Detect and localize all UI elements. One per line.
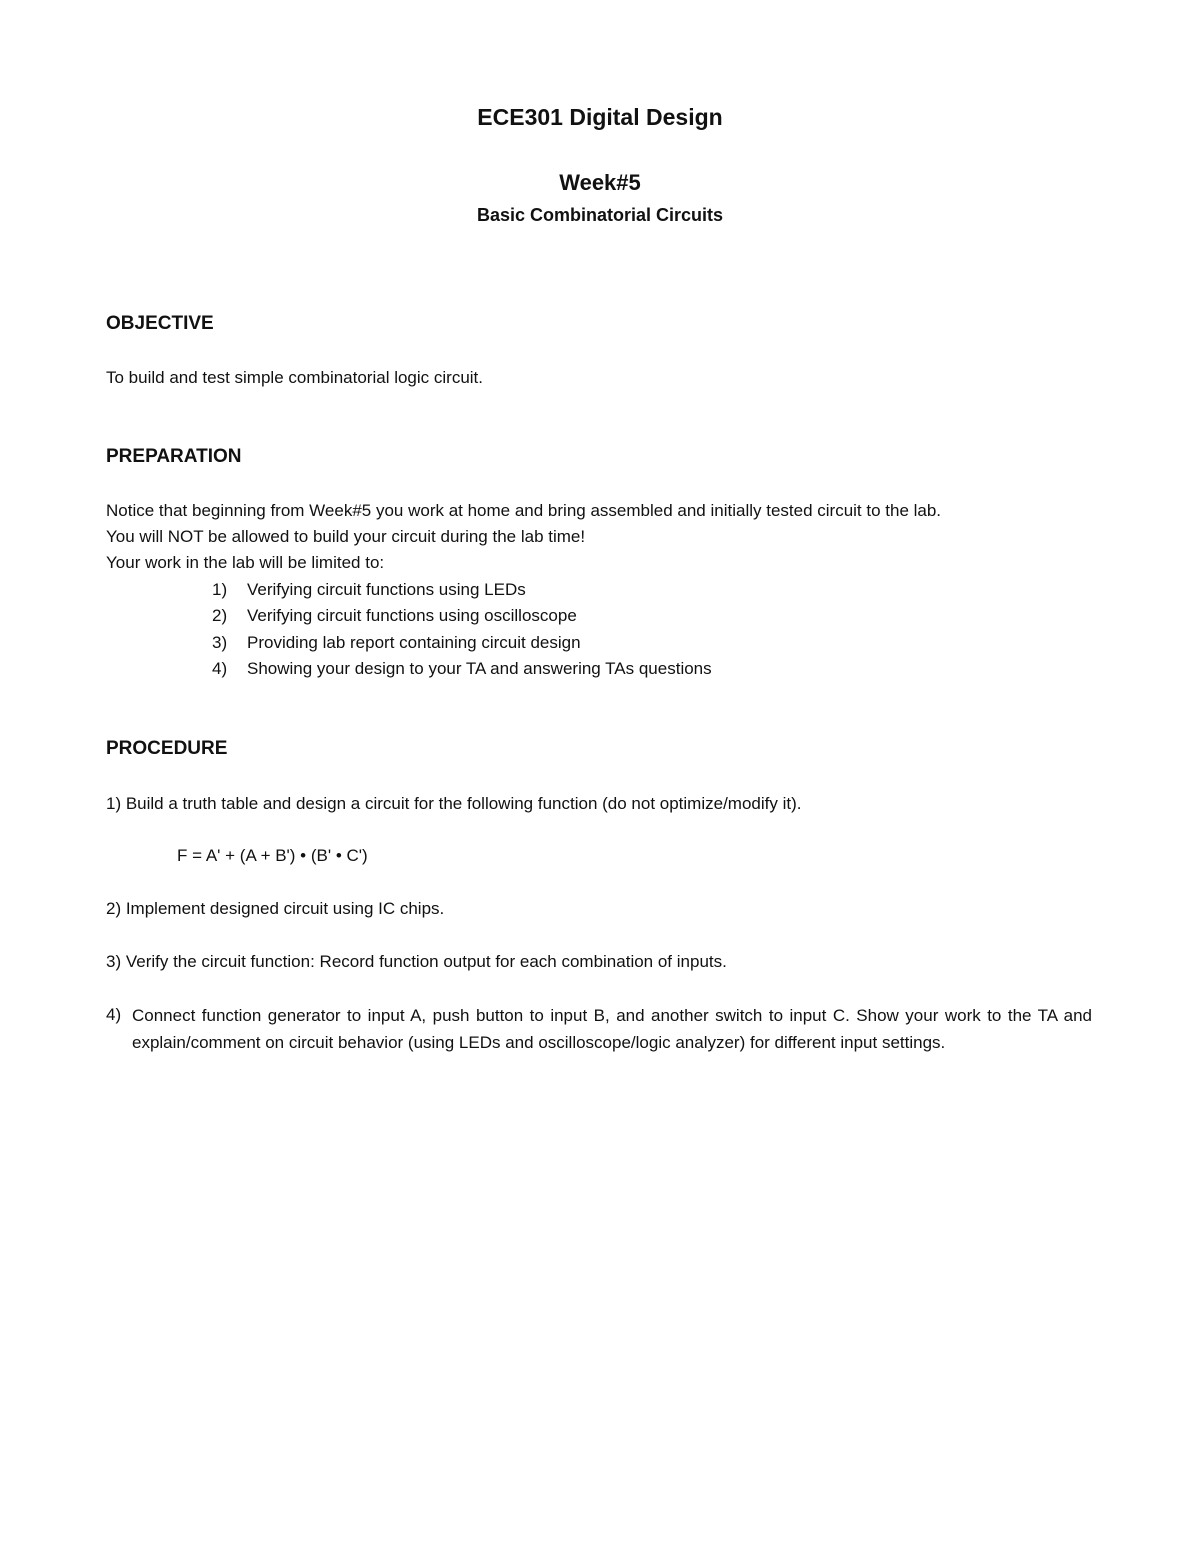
preparation-heading: PREPARATION: [106, 446, 242, 467]
preparation-line-2: You will NOT be allowed to build your circuit during the lab time!: [106, 527, 586, 546]
boolean-formula: F = A' + (A + B') • (B' • C'): [177, 846, 368, 865]
objective-heading: OBJECTIVE: [106, 313, 214, 334]
document-title: ECE301 Digital Design: [477, 104, 723, 130]
procedure-step-3: 3) Verify the circuit function: Record function output for each combination of inputs.: [106, 952, 727, 971]
procedure-step-4-number: 4): [106, 1005, 122, 1024]
list-item-number: 1): [212, 580, 228, 599]
list-item-number: 2): [212, 606, 228, 625]
list-item-text: Verifying circuit functions using LEDs: [247, 580, 526, 599]
list-item-text: Verifying circuit functions using oscilloscope: [247, 606, 577, 625]
procedure-heading: PROCEDURE: [106, 738, 228, 759]
procedure-step-2: 2) Implement designed circuit using IC chips.: [106, 899, 445, 918]
list-item-text: Providing lab report containing circuit design: [247, 633, 581, 652]
procedure-step-1: 1) Build a truth table and design a circuit for the following function (do not optimize/modify it).: [106, 794, 802, 813]
week-heading: Week#5: [559, 170, 641, 195]
lab-subtitle: Basic Combinatorial Circuits: [476, 205, 724, 225]
preparation-line-3: Your work in the lab will be limited to:: [106, 553, 385, 572]
preparation-line-1: Notice that beginning from Week#5 you work at home and bring assembled and initially tested circuit to the lab.: [106, 501, 942, 520]
list-item-text: Showing your design to your TA and answering TAs questions: [247, 659, 712, 678]
list-item-number: 3): [212, 633, 228, 652]
objective-text: To build and test simple combinatorial logic circuit.: [106, 368, 484, 387]
list-item-number: 4): [212, 659, 228, 678]
procedure-step-4: Connect function generator to input A, push button to input B, and another switch to input C. Show your work to the TA and explain/comment on circuit behavior (using LEDs and oscilloscope/logic analyzer) for different input settings.: [132, 1006, 1092, 1052]
